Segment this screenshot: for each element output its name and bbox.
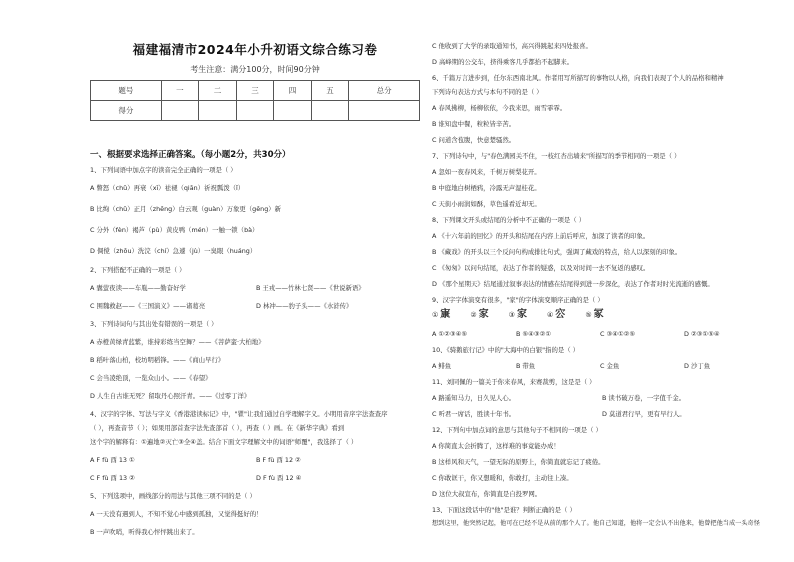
option-line: B 稻叶落山柏，校坊明稻锋。——《商山早行》 xyxy=(90,356,225,364)
glyph-image: 㝩 xyxy=(440,309,451,320)
option-line: A 你简直太会折腾了，这样难的事竟能办成！ xyxy=(432,442,560,450)
option-line: D 林冲——豹子头——《水浒传》 xyxy=(256,302,353,310)
option-line: D 高峰期的公交车，挤得乘客几乎都抬不起脚来。 xyxy=(432,58,574,66)
option-line: B 带鱼 xyxy=(516,362,536,370)
score-header-cell: 总分 xyxy=(349,81,420,101)
option-line: B 这样风和天气，一望无际的原野上，你简直就忘记了疲倦。 xyxy=(432,458,605,466)
option-line: A 《十六年前的回忆》的开头和结尾在内容上前后呼应，加深了读者的印象。 xyxy=(432,232,650,240)
option-line: A 一天没有遇到人，不知不觉心中感到孤独，又觉得挺好的！ xyxy=(90,510,263,518)
question-line: （ ），再查音节（ ）；如果用部首查字法先查部首（ ），再查（ ）画。在《新华字典》看到 xyxy=(90,424,345,432)
option-line: C 听君一席话，胜读十年书。 xyxy=(432,410,516,418)
exam-notice: 考生注意：满分100分，时间90分钟 xyxy=(190,65,320,74)
glyph-label: ④ xyxy=(546,311,554,319)
question-line: 3、下列诗词句与其出处有错误的一项是（ ） xyxy=(90,320,218,328)
question-line: 13、下面这段话中的"他"是谁？判断正确的是（ ） xyxy=(432,506,576,514)
score-cell xyxy=(274,101,312,121)
score-header-cell: 一 xyxy=(161,81,199,101)
question-line: 7、下列诗句中，与"春色满园关不住，一枝红杏出墙来"所描写的季节相同的一项是（ ） xyxy=(432,152,681,160)
option-line: A ①②③④⑤ xyxy=(432,330,468,338)
option-line: B F fù 酉 12 ② xyxy=(256,456,301,464)
option-line: B 比绚（chǔ）正月（zhēng）白云观（guàn）万象更（gēng）新 xyxy=(90,205,282,213)
question-line: 1、下列词语中加点字的读音完全正确的一项是（ ） xyxy=(90,166,237,174)
option-line: D F fù 酉 12 ④ xyxy=(256,474,302,482)
question-line: 下列诗句表达方式与本句不同的是（ ） xyxy=(432,88,543,96)
question-line: 11、刘同佩的一篇关于你来春风，来赛裁剪，这是是（ ） xyxy=(432,378,596,386)
score-cell xyxy=(161,101,199,121)
option-line: A 鲱鱼 xyxy=(432,362,452,370)
option-line: D 这位大叔宣布，你简直是自投罗网。 xyxy=(432,490,542,498)
option-line: B 王戎——竹林七贤——《世说新语》 xyxy=(256,284,365,292)
score-cell xyxy=(349,101,420,121)
question-line: 这个字的解释有：①遍地②灭亡③全④盖。结合下面文字理解文中的词语"师覆"，我选择了（ ） xyxy=(90,438,358,446)
question-line: 12、下列句中加点词的意思与其他句子不相同的一项是（ ） xyxy=(432,426,602,434)
option-line: A 囊萤夜读——车胤——勤奋好学 xyxy=(90,284,186,292)
glyph-label: ③ xyxy=(508,311,515,319)
question-line: 8、下列课文开头或结尾的分析中不正确的一项是（ ） xyxy=(432,216,586,224)
option-line: B 读书破万卷，一字值千金。 xyxy=(602,394,686,402)
option-line: B ⑤④③②① xyxy=(516,330,552,338)
passage-line: 想到这里，他突然记起，他可在已经不是从前的那个人了。他自己知道，他将一定会认不出他来，他曾把他当成一头奇怪 xyxy=(432,520,760,527)
option-line: D 《那个星期天》结尾通过叙事表达的情感在结尾得到进一步深化，表达了作者对时光流逝的感慨。 xyxy=(432,280,714,288)
score-cell xyxy=(311,101,349,121)
option-line: A 瞥怒（chǔ）再衰（xī）祛褪（qiān）祈祝瓢泼（ǐ） xyxy=(90,184,245,192)
glyph-label: ⑤ xyxy=(585,311,592,319)
option-line: C 金鱼 xyxy=(600,362,620,370)
option-line: A F fù 酉 13 ① xyxy=(90,456,135,464)
score-table-header-row xyxy=(91,81,420,101)
section-heading: 一、根据要求选择正确答案。（每小题2分，共30分） xyxy=(90,150,291,160)
option-line: D 人生自古谁无死？留取丹心照汗青。——《过零丁洋》 xyxy=(90,392,251,400)
option-line: C 会当凌绝顶，一览众山小。——《春望》 xyxy=(90,374,212,382)
option-line: B 《藏戏》的开头以三个反问句构成排比句式，强调了藏戏的特点，给人以深刻的印象。 xyxy=(432,248,682,256)
option-line: C 天街小雨润如酥，草色遥看近却无。 xyxy=(432,200,541,208)
option-line: B 中庭地白树栖鸦，冷露无声湿桂花。 xyxy=(432,184,541,192)
option-line: D 莫道君行早，更有早行人。 xyxy=(602,410,686,418)
option-line: B 一声吹哨，听得我心怦怦跳出来了。 xyxy=(90,528,199,536)
option-line: D 沙丁鱼 xyxy=(684,362,711,370)
option-line: C 围魏救赵——《三国演义》——诸葛亮 xyxy=(90,302,206,310)
score-cell xyxy=(236,101,274,121)
score-table xyxy=(90,80,420,121)
option-line: A 春风拂柳，杨柳依依，今我来思，雨雪霏霏。 xyxy=(432,104,567,112)
question-line: 4、汉字的字体、写法与字义《香港港读标记》中，"瞿"让我们通过自学理解字义。小明用音序字法查查序 xyxy=(90,410,388,418)
option-line: A 路遥知马力，日久见人心。 xyxy=(432,394,516,402)
option-line: D ②③①⑤④ xyxy=(684,330,720,338)
option-line: B 谁知盘中餐，粒粒皆辛苦。 xyxy=(432,120,516,128)
glyph-image: 冢 xyxy=(593,309,604,320)
glyph-image: 家 xyxy=(516,309,527,320)
question-line: 9、汉字字体演变有很多，"家"的字体演变顺序正确的是（ ） xyxy=(432,296,604,304)
option-line: A 忽如一夜春风来，千树万树梨花开。 xyxy=(432,168,541,176)
score-header-cell: 二 xyxy=(199,81,237,101)
glyph-label: ② xyxy=(470,311,477,319)
option-line: C 他收到了大学的录取通知书，高兴得跳起来四处报喜。 xyxy=(432,42,592,50)
score-header-cell: 五 xyxy=(311,81,349,101)
option-line: C F fù 酉 13 ② xyxy=(90,474,135,482)
glyph-image: 㝐 xyxy=(555,309,566,320)
score-header-cell: 四 xyxy=(274,81,312,101)
option-line: C ③④①②⑤ xyxy=(600,330,636,338)
question-line: 2、下列搭配不正确的一项是（ ） xyxy=(90,266,186,274)
option-line: C 问道含苞腹，快意楚骚然。 xyxy=(432,136,516,144)
question-line: 10、《骑鹅旅行记》中的"大海中的白银"指的是（ ） xyxy=(432,346,580,354)
option-line: C 《匆匆》以问句结尾，表达了作者的疑惑，以及对时间一去不复返的感叹。 xyxy=(432,264,650,272)
option-line: D 倜傥（zhōu）洗浣（chí）急遽（jù）一臭眼（huáng） xyxy=(90,247,257,255)
page-title: 福建福清市2024年小升初语文综合练习卷 xyxy=(132,42,378,57)
glyph-label: ① xyxy=(432,311,439,319)
option-line: C 你敢诓干，你又想暖和，你敢打，主动往上凑。 xyxy=(432,474,573,482)
glyph-evolution-row xyxy=(432,308,622,322)
option-line: C 分外（fèn）褐芦（pù）黄皮鸭（mén）一触一锁（bà） xyxy=(90,226,259,234)
score-table-score-row xyxy=(91,101,420,121)
score-cell xyxy=(199,101,237,121)
option-line: A 赤橙黄绿青蓝紫，谁持彩练当空舞？——《菩萨蛮·大柏地》 xyxy=(90,338,265,346)
glyph-image: 家 xyxy=(478,309,489,320)
score-row-label: 得分 xyxy=(91,101,162,121)
question-line: 6、千篇万言进步到，任尔东西南北风。作者用写所描写的事物以人格，向我们表现了个人的品格和精神 xyxy=(432,74,724,82)
score-header-cell: 三 xyxy=(236,81,274,101)
question-line: 5、下列选项中，画线部分的用法与其他三项不同的是（ ） xyxy=(90,492,256,500)
score-header-cell: 题号 xyxy=(91,81,162,101)
